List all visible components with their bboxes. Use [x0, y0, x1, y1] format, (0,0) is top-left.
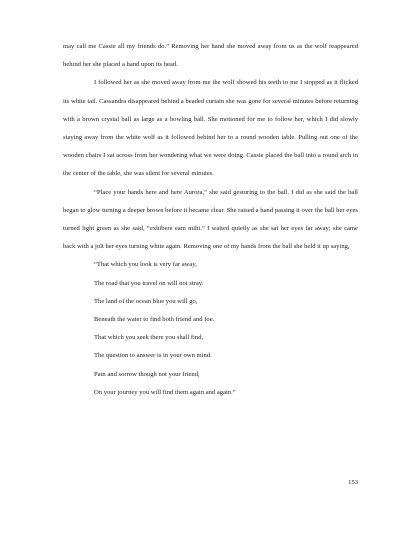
verse-line: That which you seek there you shall find, — [94, 334, 204, 342]
verse-line: Pain and sorrow though not your friend, — [94, 370, 200, 378]
verse-line: The land of the ocean blue you will go, — [94, 297, 198, 305]
verse-block — [63, 256, 358, 402]
verse-line: “That which you look is very far away, — [94, 261, 197, 269]
body-text — [63, 38, 358, 402]
verse-line: On your journey you will find them again and again.” — [94, 388, 236, 396]
verse-line: The road that you travel on will not stray. — [94, 279, 204, 287]
paragraph: may call me Cassie all my friends do.” Removing her hand she moved away from us as the wolf reappeared behind her she placed a hand upon its head. — [63, 43, 358, 69]
paragraph: I followed her as she moved away from me the wolf showed his teeth to me I stopped as it flicked its white tail. Cassandra disappeared behind a beaded curtain she was gone for several minutes before returning with a brown crystal ball as large as a bowling ball. She motioned for me to follow her, which I did slowly staying away from the white wolf as it followed behind her to a round wooden table. Pulling out one of the wooden chairs I sat across from her wondering what we were doing. Cassie placed the ball into a round arch in the center of the table, she was silent for several minutes. — [63, 79, 358, 178]
verse-line: Beneath the water to find both friend and foe. — [94, 316, 215, 324]
paragraph: “Place your hands here and here Aurora,” she said gesturing to the ball. I did as she said the ball began to glow turning a deeper brown before it became clear. She raised a hand passing it over the ball her eyes turned light green as she said, “exhibere eam mihi.” I waited quietly as she sat her eyes far away; she came back with a jolt her eyes turning white again. Removing one of my hands from the ball she held it up saying, — [63, 188, 358, 251]
page-number: 153 — [348, 479, 358, 486]
verse-line: The question to answer is in your own mind. — [94, 352, 212, 360]
